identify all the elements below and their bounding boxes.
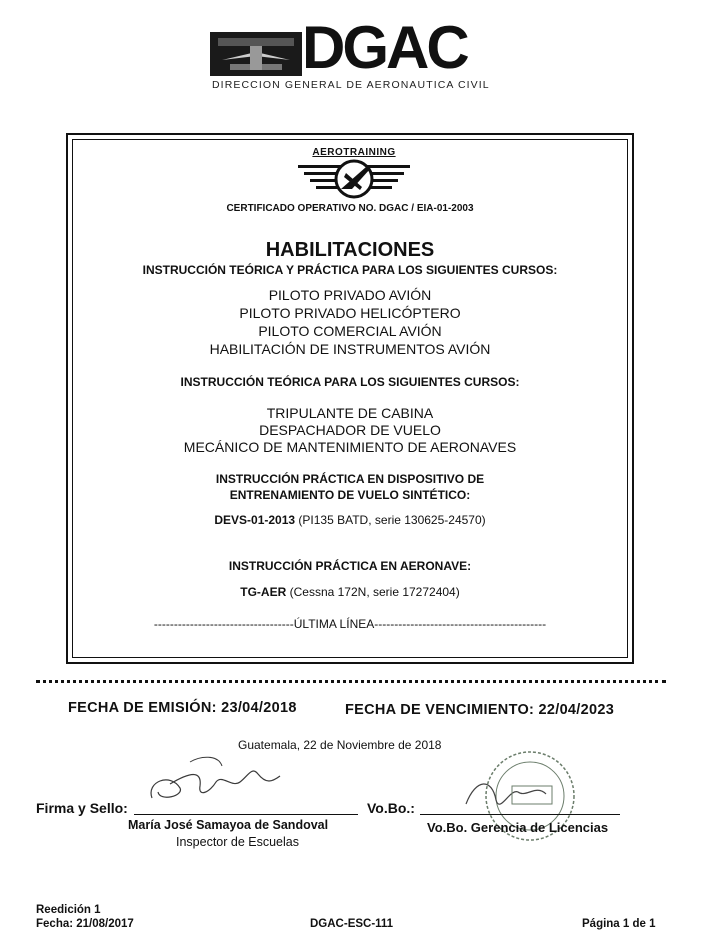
dgac-brand: DGAC (302, 14, 467, 81)
dgac-logo (210, 14, 510, 92)
signature-right-line (420, 814, 620, 815)
dotted-separator (36, 680, 666, 683)
section2-item: TRIPULANTE DE CABINA (266, 405, 434, 421)
section4-aircraft (68, 585, 632, 599)
section1-item: PILOTO PRIVADO AVIÓN (268, 287, 432, 303)
section1-item: HABILITACIÓN DE INSTRUMENTOS AVIÓN (209, 341, 491, 357)
place-date: Guatemala, 22 de Noviembre de 2018 (238, 738, 442, 752)
emission-value: 23/04/2018 (221, 700, 297, 716)
section4-detail: (Cessna 172N, serie 17272404) (289, 585, 460, 599)
dgac-tagline: DIRECCION GENERAL DE AERONAUTICA CIVIL (212, 79, 490, 91)
signature-left-role: Inspector de Escuelas (176, 835, 299, 849)
last-line: -----------------------------------ÚLTIMA LÍNEA------------------------------------------- (153, 617, 547, 631)
signature-left-label: Firma y Sello: (36, 800, 128, 816)
expiry-label: FECHA DE VENCIMIENTO: (345, 702, 535, 718)
signature-left-line (134, 814, 358, 815)
aerotraining-logo-text: AEROTRAINING (312, 147, 396, 158)
footer-reedition: Reedición 1 (36, 904, 101, 916)
footer-date: Fecha: 21/08/2017 (36, 918, 134, 930)
section2-heading: INSTRUCCIÓN TEÓRICA PARA LOS SIGUIENTES CURSOS: (180, 375, 520, 389)
certificate-title: HABILITACIONES (265, 239, 435, 261)
certificate-number: CERTIFICADO OPERATIVO NO. DGAC / EIA-01-2003 (226, 203, 474, 214)
section2-item: DESPACHADOR DE VUELO (259, 422, 441, 438)
footer-code: DGAC-ESC-111 (310, 918, 394, 930)
section3-heading-line2: ENTRENAMIENTO DE VUELO SINTÉTICO: (229, 488, 471, 502)
dgac-emblem-icon (210, 26, 302, 78)
emission-date (68, 700, 297, 716)
section4-heading: INSTRUCCIÓN PRÁCTICA EN AERONAVE: (228, 559, 472, 573)
signature-right-role: Vo.Bo. Gerencia de Licencias (427, 820, 609, 835)
section2-item: MECÁNICO DE MANTENIMIENTO DE AERONAVES (183, 439, 517, 455)
section3-heading-line1: INSTRUCCIÓN PRÁCTICA EN DISPOSITIVO DE (215, 472, 485, 486)
section1-heading: INSTRUCCIÓN TEÓRICA Y PRÁCTICA PARA LOS SIGUIENTES CURSOS: (142, 263, 558, 277)
section3-device (68, 513, 632, 527)
certificate-inner-border (72, 139, 628, 658)
signature-right-label: Vo.Bo.: (367, 800, 415, 816)
expiry-date (345, 702, 614, 718)
emission-label: FECHA DE EMISIÓN: (68, 700, 217, 716)
signature-left-name: María José Samayoa de Sandoval (128, 818, 329, 832)
footer-page: Página 1 de 1 (582, 918, 656, 930)
section1-item: PILOTO COMERCIAL AVIÓN (258, 323, 442, 339)
section3-detail: (PI135 BATD, serie 130625-24570) (298, 513, 486, 527)
signature-left-icon (140, 752, 290, 814)
certificate-frame (66, 133, 634, 664)
airplane-wings-icon (294, 159, 414, 205)
section4-code: TG-AER (240, 585, 287, 599)
aerotraining-logo (294, 145, 414, 203)
expiry-value: 22/04/2023 (538, 702, 615, 718)
section1-item: PILOTO PRIVADO HELICÓPTERO (239, 305, 461, 321)
section3-code: DEVS-01-2013 (214, 513, 296, 527)
